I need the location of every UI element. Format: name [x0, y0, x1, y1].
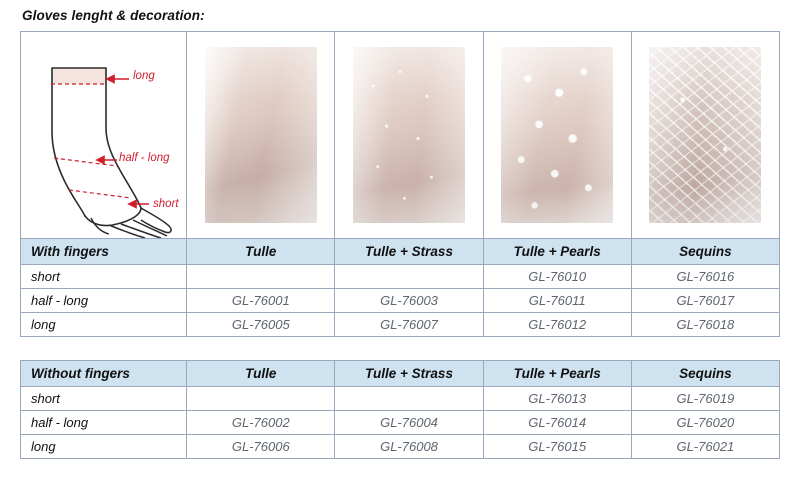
diagram-label-half-long: half - long [119, 152, 170, 164]
cell-code: GL-76019 [631, 387, 779, 411]
with-fingers-header-label: With fingers [21, 239, 187, 265]
without-fingers-header-label: Without fingers [21, 361, 187, 387]
cell-code: GL-76020 [631, 411, 779, 435]
cell-code: GL-76006 [187, 435, 335, 459]
gloves-table-with-fingers [20, 31, 780, 337]
tulle-glove-photo [205, 47, 317, 223]
cell-code: GL-76007 [335, 313, 483, 337]
row-label-short: short [21, 265, 187, 289]
sequins-glove-photo [649, 47, 761, 223]
cell-code: GL-76018 [631, 313, 779, 337]
cell-code [187, 387, 335, 411]
cell-code: GL-76012 [483, 313, 631, 337]
cell-code: GL-76017 [631, 289, 779, 313]
without-fingers-header-tulle-strass: Tulle + Strass [335, 361, 483, 387]
cell-code: GL-76015 [483, 435, 631, 459]
cell-code: GL-76011 [483, 289, 631, 313]
cell-code: GL-76001 [187, 289, 335, 313]
row-label-long: long [21, 435, 187, 459]
with-fingers-header-row [21, 239, 780, 265]
cell-code: GL-76013 [483, 387, 631, 411]
cell-code: GL-76021 [631, 435, 779, 459]
row-label-half-long: half - long [21, 411, 187, 435]
cell-code [335, 265, 483, 289]
cell-code: GL-76002 [187, 411, 335, 435]
table-row [21, 435, 780, 459]
without-fingers-header-tulle-pearls: Tulle + Pearls [483, 361, 631, 387]
table-row [21, 387, 780, 411]
row-label-half-long: half - long [21, 289, 187, 313]
cell-code: GL-76005 [187, 313, 335, 337]
with-fingers-header-tulle: Tulle [187, 239, 335, 265]
tulle-photo-cell [187, 32, 335, 239]
with-fingers-header-sequins: Sequins [631, 239, 779, 265]
cell-code: GL-76014 [483, 411, 631, 435]
tulle-strass-photo-cell [335, 32, 483, 239]
with-fingers-header-tulle-pearls: Tulle + Pearls [483, 239, 631, 265]
cell-code: GL-76008 [335, 435, 483, 459]
tulle-pearls-photo-cell [483, 32, 631, 239]
cell-code [187, 265, 335, 289]
table-row [21, 313, 780, 337]
sequins-photo-cell [631, 32, 779, 239]
cell-code: GL-76004 [335, 411, 483, 435]
cell-code: GL-76003 [335, 289, 483, 313]
row-label-short: short [21, 387, 187, 411]
table-row [21, 289, 780, 313]
image-row [21, 32, 780, 239]
cell-code: GL-76016 [631, 265, 779, 289]
arm-length-diagram [21, 32, 186, 238]
cell-code: GL-76010 [483, 265, 631, 289]
table-row [21, 265, 780, 289]
diagram-label-short: short [153, 198, 179, 210]
diagram-label-long: long [133, 70, 155, 82]
tulle-pearls-glove-photo [501, 47, 613, 223]
table-row [21, 411, 780, 435]
tulle-strass-glove-photo [353, 47, 465, 223]
row-label-long: long [21, 313, 187, 337]
without-fingers-header-tulle: Tulle [187, 361, 335, 387]
arm-length-diagram-cell [21, 32, 187, 239]
page-title: Gloves lenght & decoration: [22, 8, 205, 23]
with-fingers-header-tulle-strass: Tulle + Strass [335, 239, 483, 265]
without-fingers-header-sequins: Sequins [631, 361, 779, 387]
gloves-table-without-fingers [20, 360, 780, 459]
without-fingers-header-row [21, 361, 780, 387]
cell-code [335, 387, 483, 411]
